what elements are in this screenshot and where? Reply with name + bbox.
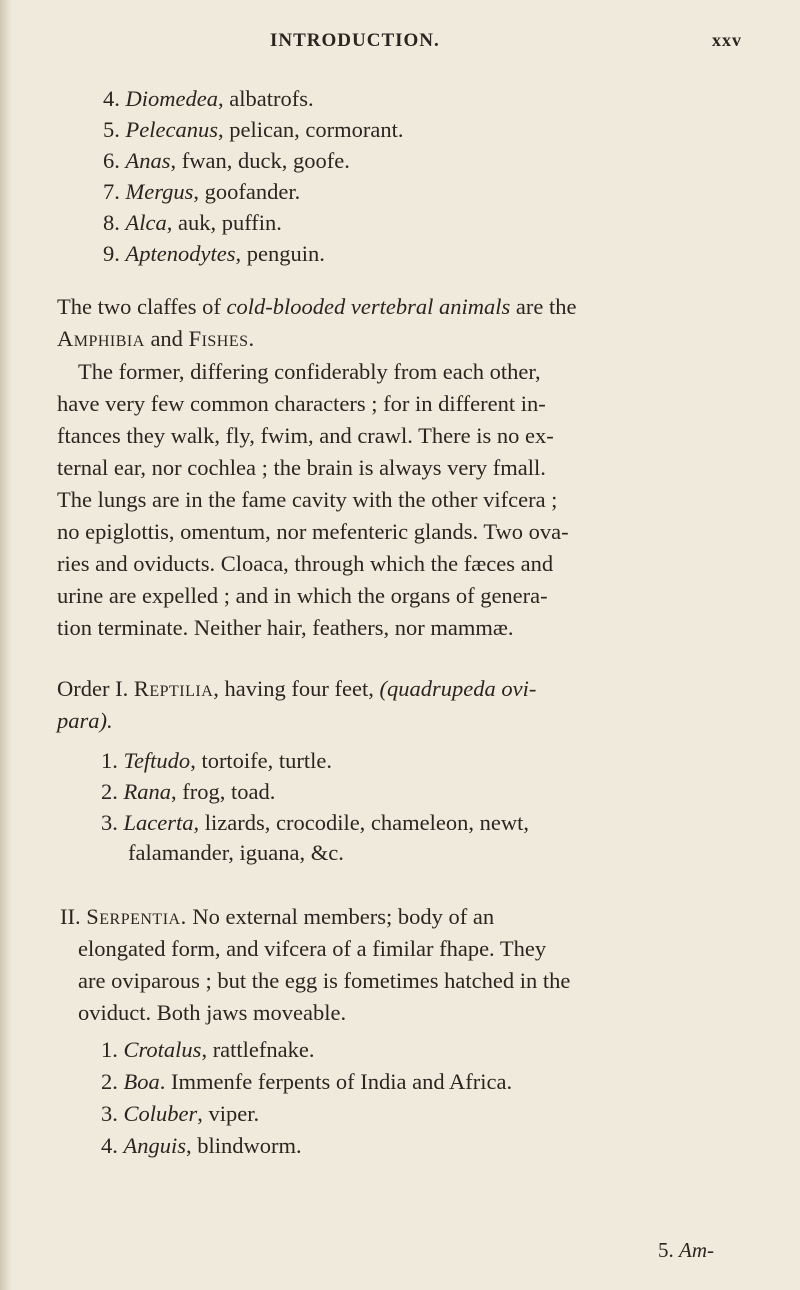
paragraph-line: tion terminate. Neither hair, feathers, nor mammæ. — [57, 615, 514, 640]
order-heading: II. Serpentia. No external members; body of an — [60, 904, 495, 929]
catchword: 5. Am- — [658, 1238, 714, 1262]
list-item: 8. Alca, auk, puffin. — [103, 210, 282, 235]
list-item: 1. Teftudo, tortoife, turtle. — [101, 748, 333, 773]
list-item: 3. Lacerta, lizards, crocodile, chameleon, newt, — [101, 810, 529, 835]
list-item: 4. Diomedea, albatrofs. — [103, 86, 314, 111]
paragraph-line: elongated form, and vifcera of a fimilar fhape. They — [78, 936, 547, 961]
list-item: 6. Anas, fwan, duck, goofe. — [103, 148, 350, 173]
page-gutter-shadow — [0, 0, 12, 1290]
list-item-cont: falamander, iguana, &c. — [128, 840, 344, 865]
paragraph-line: ries and oviducts. Cloaca, through which the fæces and — [57, 551, 554, 576]
paragraph-line: ternal ear, nor cochlea ; the brain is always very fmall. — [57, 455, 546, 480]
page-number: xxv — [712, 30, 742, 50]
list-item: 7. Mergus, goofander. — [103, 179, 301, 204]
list-item: 2. Rana, frog, toad. — [101, 779, 276, 804]
list-item: 2. Boa. Immenfe ferpents of India and Africa. — [101, 1069, 513, 1094]
list-item: 1. Crotalus, rattlefnake. — [101, 1037, 315, 1062]
paragraph-line: no epiglottis, omentum, nor mefenteric glands. Two ova- — [57, 519, 569, 544]
paragraph-line: The lungs are in the fame cavity with the other vifcera ; — [57, 487, 558, 512]
paragraph-line: Amphibia and Fishes. — [57, 326, 255, 351]
paragraph-line: ftances they walk, fly, fwim, and crawl. There is no ex- — [57, 423, 554, 448]
paragraph-line: The two claffes of cold-blooded vertebral animals are the — [57, 294, 577, 319]
paragraph-line: have very few common characters ; for in different in- — [57, 391, 546, 416]
paragraph-line: oviduct. Both jaws moveable. — [78, 1000, 347, 1025]
order-heading-cont: para). — [57, 708, 113, 733]
list-item: 4. Anguis, blindworm. — [101, 1133, 302, 1158]
running-head: INTRODUCTION. — [270, 30, 440, 51]
paragraph-line: The former, differing confiderably from each other, — [78, 359, 541, 384]
paragraph-line: urine are expelled ; and in which the organs of genera- — [57, 583, 548, 608]
paragraph-line: are oviparous ; but the egg is fometimes hatched in the — [78, 968, 571, 993]
list-item: 3. Coluber, viper. — [101, 1101, 260, 1126]
list-item: 5. Pelecanus, pelican, cormorant. — [103, 117, 404, 142]
order-heading: Order I. Reptilia, having four feet, (quadrupeda ovi- — [57, 676, 537, 701]
list-item: 9. Aptenodytes, penguin. — [103, 241, 325, 266]
